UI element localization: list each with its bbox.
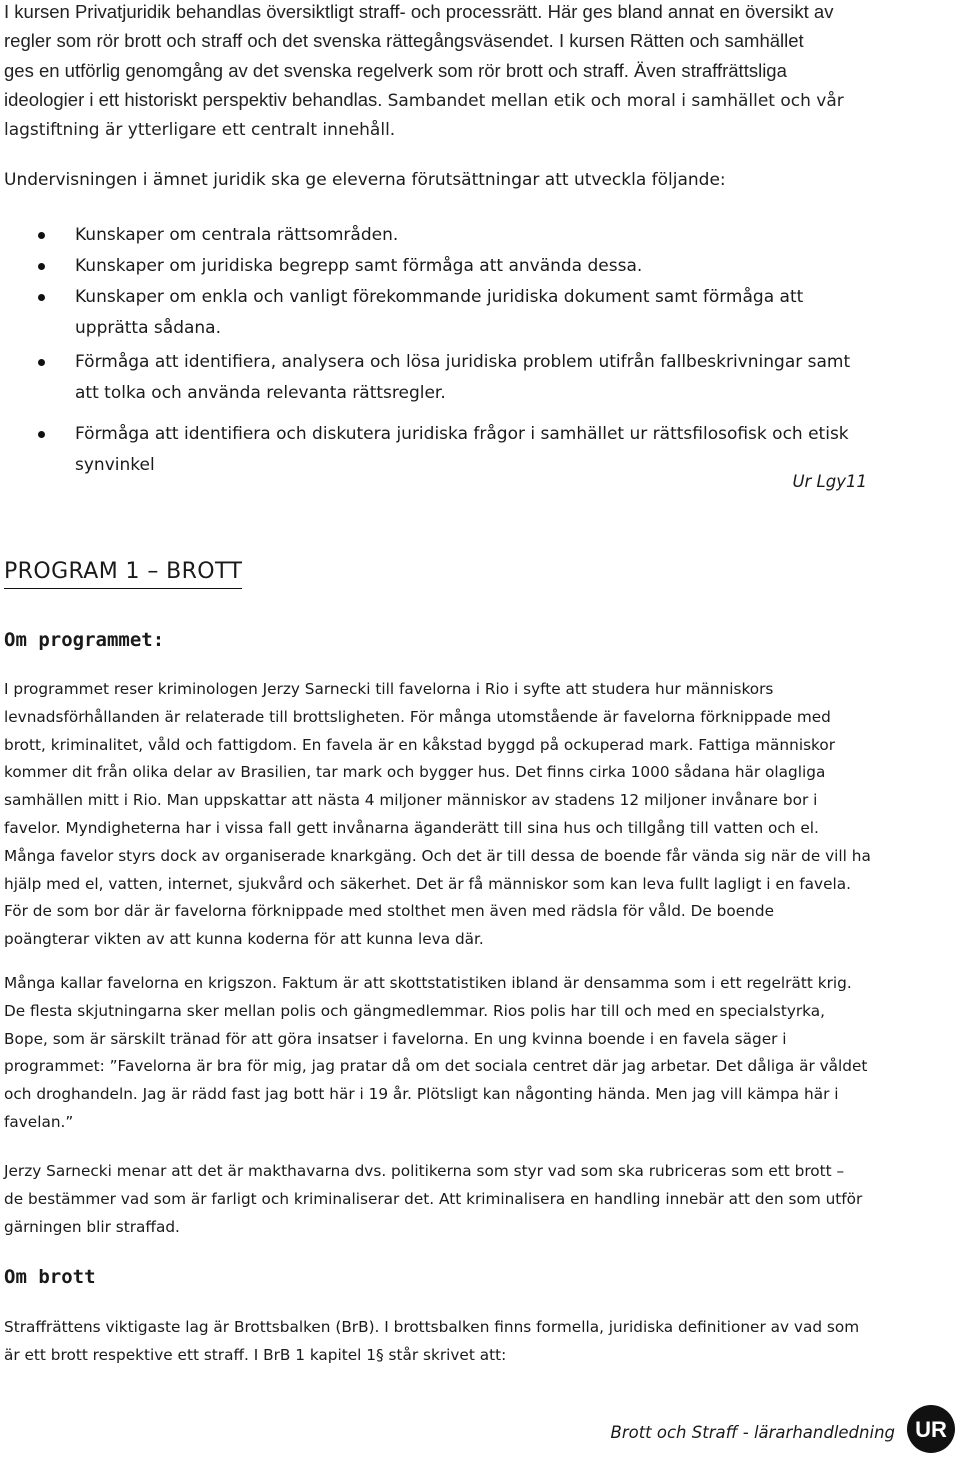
goal-text: Kunskaper om juridiska begrepp samt förmåga att använda dessa. xyxy=(75,256,643,276)
paragraph-line: kommer dit från olika delar av Brasilien, tar mark och bygger hus. Det finns cirka 1000 sådana här olagliga xyxy=(4,763,826,782)
goal-text: Kunskaper om enkla och vanligt förekommande juridiska dokument samt förmåga att xyxy=(75,287,804,307)
paragraph-line: I programmet reser kriminologen Jerzy Sarnecki till favelorna i Rio i syfte att studera hur människors xyxy=(4,680,774,698)
paragraph-line: Många kallar favelorna en krigszon. Faktum är att skottstatistiken ibland är densamma som i ett regelrätt krig. xyxy=(4,974,852,992)
goal-text: Kunskaper om centrala rättsområden. xyxy=(75,225,399,245)
paragraph-line: De flesta skjutningarna sker mellan polis och gängmedlemmar. Rios polis har till och med en specialstyrka, xyxy=(4,1001,826,1020)
paragraph-line: programmet: ”Favelorna är bra för mig, jag pratar då om det sociala centret där jag arbetar. Det dåliga är våldet xyxy=(4,1057,868,1076)
paragraph-line: levnadsförhållanden är relaterade till brottsligheten. För många utomstående är favelorna förknippade med xyxy=(4,707,831,726)
goals-list xyxy=(0,220,850,481)
intro-line-part: Sambandet mellan etik och moral i samhället och vår xyxy=(387,90,844,111)
intro-line: ges en utförlig genomgång av det svenska regelverk som rör brott och straff. Även straffrättsliga xyxy=(4,59,787,81)
program-title: PROGRAM 1 – BROTT xyxy=(4,556,242,589)
paragraph-line: är ett brott respektive ett straff. I BrB 1 kapitel 1§ står skrivet att: xyxy=(4,1345,507,1364)
bullet-icon xyxy=(38,263,45,270)
paragraph-line: För de som bor där är favelorna förknippade med stolthet men även med rädsla för våld. De boende xyxy=(4,902,774,921)
paragraph-line: Bope, som är särskilt tränad för att göra insatser i favelorna. En ung kvinna boende i en favela säger i xyxy=(4,1029,787,1048)
paragraph-line: hjälp med el, vatten, internet, sjukvård och säkerhet. Det är få människor som kan leva fullt lagligt i en favela. xyxy=(4,874,852,893)
heading-om-brott: Om brott xyxy=(4,1266,96,1288)
paragraph-line: Straffrättens viktigaste lag är Brottsbalken (BrB). I brottsbalken finns formella, juridiska definitioner av vad som xyxy=(4,1318,860,1336)
goal-text: Förmåga att identifiera och diskutera juridiska frågor i samhället ur rättsfilosofisk och etisk xyxy=(75,424,849,444)
goal-text: upprätta sådana. xyxy=(75,318,221,338)
goal-item xyxy=(0,282,850,344)
paragraph-line: favelan.” xyxy=(4,1112,74,1131)
bullet-icon xyxy=(38,359,45,366)
source-citation: Ur Lgy11 xyxy=(792,472,867,491)
goals-lead: Undervisningen i ämnet juridik ska ge eleverna förutsättningar att utveckla följande: xyxy=(4,170,726,190)
paragraph-krigszon xyxy=(4,970,944,1137)
goal-item xyxy=(0,347,850,409)
bullet-icon xyxy=(38,431,45,438)
goal-item xyxy=(0,419,850,481)
ur-logo-text: UR xyxy=(915,1417,947,1442)
paragraph-line: Jerzy Sarnecki menar att det är makthavarna dvs. politikerna som styr vad som ska rubriceras som ett brott – xyxy=(4,1162,845,1180)
heading-om-programmet: Om programmet: xyxy=(4,629,165,651)
footer-title: Brott och Straff - lärarhandledning xyxy=(610,1423,895,1442)
paragraph-makthavare xyxy=(4,1158,944,1241)
goal-text: synvinkel xyxy=(75,455,155,475)
intro-line: I kursen Privatjuridik behandlas översiktligt straff- och processrätt. Här ges bland annat en översikt av xyxy=(4,1,834,22)
goal-text: Förmåga att identifiera, analysera och lösa juridiska problem utifrån fallbeskrivningar samt xyxy=(75,352,851,372)
paragraph-line: favelor. Myndigheterna har i vissa fall gett invånarna äganderätt till sina hus och tillgång till vatten och el. xyxy=(4,818,819,837)
goal-item xyxy=(0,220,850,251)
intro-paragraph xyxy=(4,0,944,145)
paragraph-program-intro xyxy=(4,676,944,954)
intro-line xyxy=(4,85,944,116)
ur-logo-icon xyxy=(906,1404,956,1454)
goal-item xyxy=(0,251,850,282)
paragraph-line: gärningen blir straffad. xyxy=(4,1217,180,1236)
paragraph-line: samhällen mitt i Rio. Man uppskattar att nästa 4 miljoner människor av stadens 12 miljoner invånare bor i xyxy=(4,791,818,810)
paragraph-line: de bestämmer vad som är farligt och kriminaliserar det. Att kriminalisera en handling innebär att den som utför xyxy=(4,1189,863,1208)
paragraph-line: poängterar vikten av att kunna koderna för att kunna leva där. xyxy=(4,930,484,949)
goal-text: att tolka och använda relevanta rättsregler. xyxy=(75,383,446,403)
paragraph-line: Många favelor styrs dock av organiserade knarkgäng. Och det är till dessa de boende får vända sig när de vill ha xyxy=(4,846,871,865)
intro-line-part: ideologier i ett historiskt perspektiv behandlas. xyxy=(4,88,383,110)
bullet-icon xyxy=(38,232,45,239)
intro-line: regler som rör brott och straff och det svenska rättegångsväsendet. I kursen Rätten och samhället xyxy=(4,30,804,52)
intro-line: lagstiftning är ytterligare ett centralt innehåll. xyxy=(4,120,396,141)
paragraph-line: och droghandeln. Jag är rädd fast jag bott här i 19 år. Plötsligt kan någonting hända. Men jag vill kämpa här i xyxy=(4,1085,839,1104)
paragraph-brottsbalken xyxy=(4,1314,944,1370)
bullet-icon xyxy=(38,294,45,301)
paragraph-line: brott, kriminalitet, våld och fattigdom. En favela är en kåkstad byggd på ockuperad mark. Fattiga människor xyxy=(4,735,835,754)
